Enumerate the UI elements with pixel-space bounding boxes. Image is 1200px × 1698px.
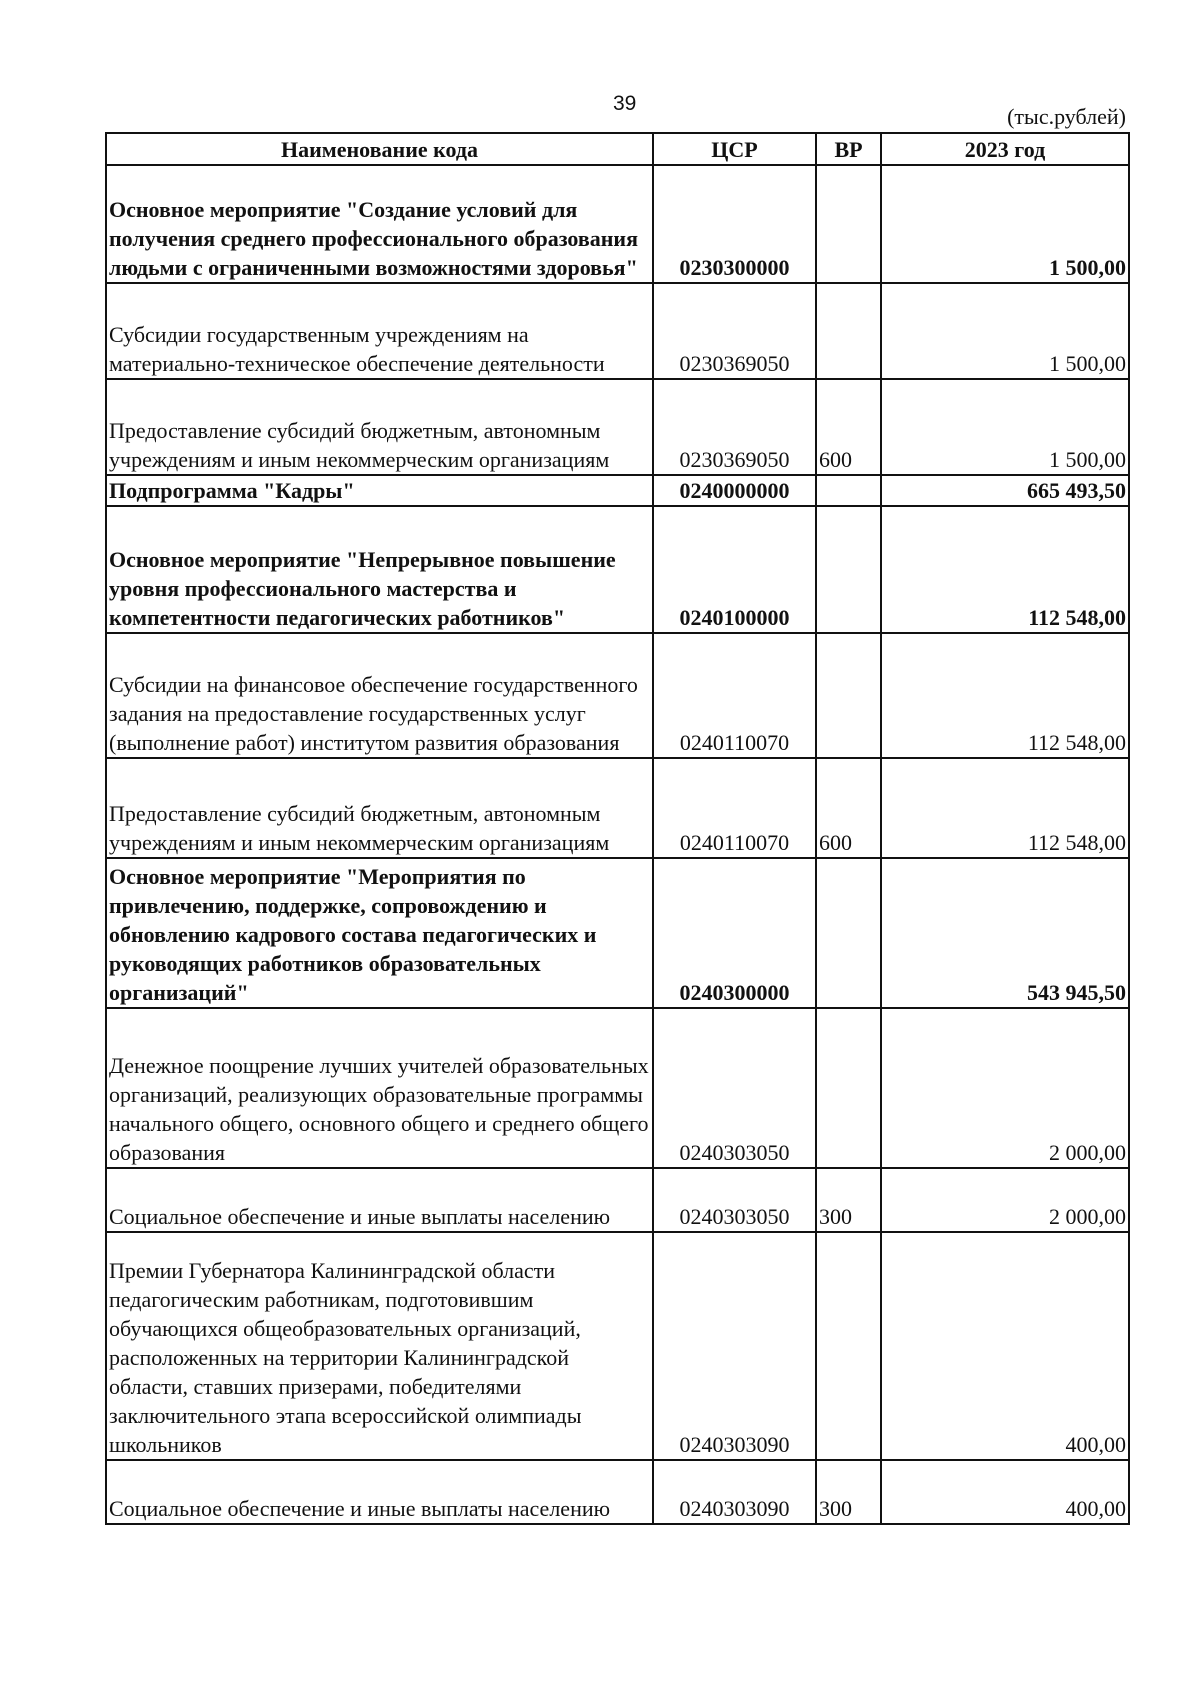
page-number: 39 — [613, 92, 637, 115]
row-csr: 0240110070 — [653, 758, 816, 858]
table-row — [106, 506, 1129, 633]
row-vr — [816, 858, 881, 1008]
table-row — [106, 283, 1129, 379]
row-sum: 112 548,00 — [881, 633, 1129, 758]
header-csr: ЦСР — [653, 133, 816, 165]
row-sum: 400,00 — [881, 1232, 1129, 1460]
row-sum: 1 500,00 — [881, 283, 1129, 379]
row-vr — [816, 633, 881, 758]
row-sum: 665 493,50 — [881, 475, 1129, 506]
header-year: 2023 год — [881, 133, 1129, 165]
table-row — [106, 1232, 1129, 1460]
row-name: Социальное обеспечение и иные выплаты населению — [106, 1168, 653, 1232]
row-vr: 600 — [816, 758, 881, 858]
row-sum: 112 548,00 — [881, 506, 1129, 633]
row-sum: 112 548,00 — [881, 758, 1129, 858]
row-vr — [816, 1232, 881, 1460]
table-row — [106, 379, 1129, 475]
row-csr: 0230369050 — [653, 379, 816, 475]
row-sum: 2 000,00 — [881, 1008, 1129, 1168]
row-vr — [816, 475, 881, 506]
budget-table — [105, 132, 1130, 1525]
row-name: Денежное поощрение лучших учителей образовательных организаций, реализующих образовательные программы начального общего, основного общего и среднего общего образования — [106, 1008, 653, 1168]
row-sum: 1 500,00 — [881, 165, 1129, 283]
row-name: Субсидии государственным учреждениям на материально-техническое обеспечение деятельности — [106, 283, 653, 379]
row-vr: 300 — [816, 1168, 881, 1232]
row-csr: 0240110070 — [653, 633, 816, 758]
row-csr: 0240303050 — [653, 1008, 816, 1168]
row-vr — [816, 506, 881, 633]
row-csr: 0230369050 — [653, 283, 816, 379]
row-csr: 0240303090 — [653, 1232, 816, 1460]
row-csr: 0240000000 — [653, 475, 816, 506]
table-header-row — [106, 133, 1129, 165]
table-row — [106, 475, 1129, 506]
header-name: Наименование кода — [106, 133, 653, 165]
table-row — [106, 758, 1129, 858]
row-vr: 300 — [816, 1460, 881, 1524]
table-row — [106, 1008, 1129, 1168]
row-csr: 0240300000 — [653, 858, 816, 1008]
row-name: Основное мероприятие "Непрерывное повышение уровня профессионального мастерства и компетентности педагогических работников" — [106, 506, 653, 633]
row-name: Премии Губернатора Калининградской области педагогическим работникам, подготовившим обучающихся общеобразовательных организаций, расположенных на территории Калининградской области, ставших призерами, победителями заключительного этапа всероссийской олимпиады школьников — [106, 1232, 653, 1460]
table-row — [106, 1460, 1129, 1524]
header-vr: ВР — [816, 133, 881, 165]
row-csr: 0240303090 — [653, 1460, 816, 1524]
table-row — [106, 633, 1129, 758]
row-vr: 600 — [816, 379, 881, 475]
row-sum: 400,00 — [881, 1460, 1129, 1524]
row-csr: 0240100000 — [653, 506, 816, 633]
row-vr — [816, 283, 881, 379]
table-row — [106, 1168, 1129, 1232]
table-row — [106, 858, 1129, 1008]
row-sum: 543 945,50 — [881, 858, 1129, 1008]
row-name: Основное мероприятие "Создание условий для получения среднего профессионального образования людьми с ограниченными возможностями здоровья" — [106, 165, 653, 283]
row-csr: 0240303050 — [653, 1168, 816, 1232]
row-name: Предоставление субсидий бюджетным, автономным учреждениям и иным некоммерческим организациям — [106, 758, 653, 858]
row-sum: 1 500,00 — [881, 379, 1129, 475]
row-name: Предоставление субсидий бюджетным, автономным учреждениям и иным некоммерческим организациям — [106, 379, 653, 475]
row-csr: 0230300000 — [653, 165, 816, 283]
row-name: Основное мероприятие "Мероприятия по привлечению, поддержке, сопровождению и обновлению кадрового состава педагогических и руководящих работников образовательных организаций" — [106, 858, 653, 1008]
row-name: Подпрограмма "Кадры" — [106, 475, 653, 506]
units-note: (тыс.рублей) — [1007, 104, 1126, 129]
row-vr — [816, 165, 881, 283]
row-sum: 2 000,00 — [881, 1168, 1129, 1232]
row-vr — [816, 1008, 881, 1168]
table-row — [106, 165, 1129, 283]
row-name: Субсидии на финансовое обеспечение государственного задания на предоставление государственных услуг (выполнение работ) институтом развития образования — [106, 633, 653, 758]
row-name: Социальное обеспечение и иные выплаты населению — [106, 1460, 653, 1524]
